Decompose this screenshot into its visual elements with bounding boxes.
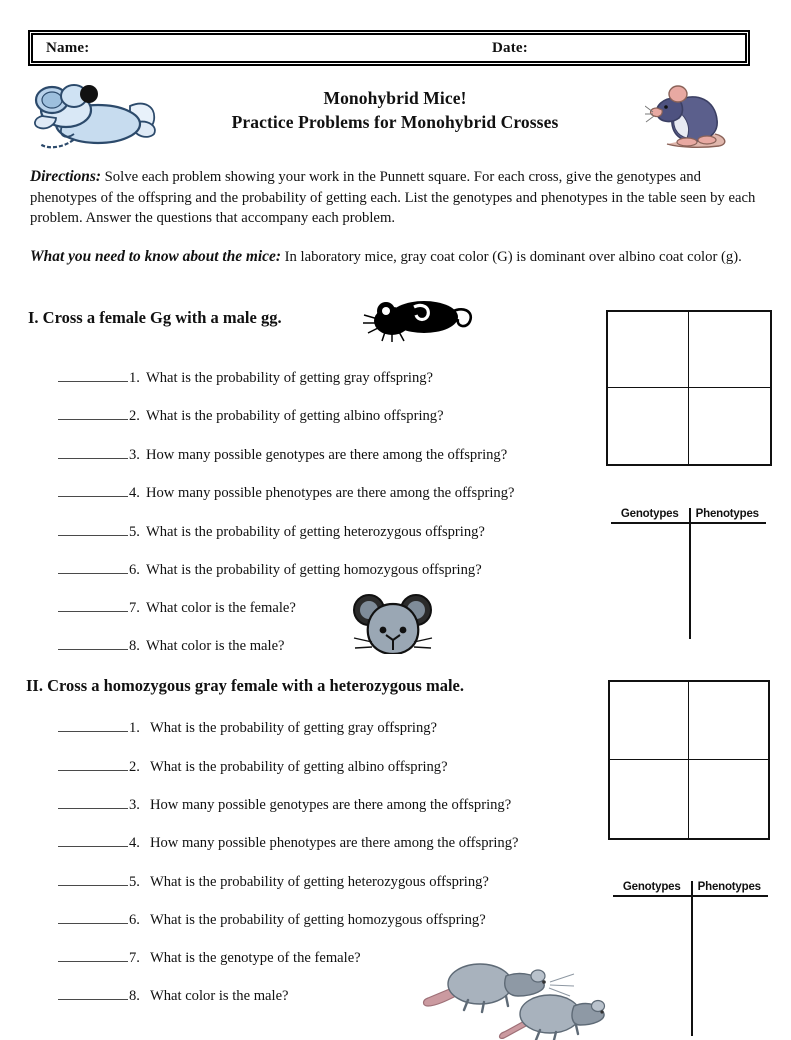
genotype-phenotype-table-1 xyxy=(611,508,766,643)
table-column-divider xyxy=(689,508,691,639)
name-label: Name: xyxy=(46,40,90,56)
punnett-cell[interactable] xyxy=(610,760,689,838)
directions-paragraph xyxy=(30,167,762,229)
punnett-square-2[interactable] xyxy=(608,680,770,840)
question-number: 7. xyxy=(129,600,140,616)
answer-blank[interactable] xyxy=(58,561,128,574)
punnett-cell[interactable] xyxy=(689,388,770,464)
answer-blank[interactable] xyxy=(58,484,128,497)
section-1-heading: I. Cross a female Gg with a male gg. xyxy=(28,308,282,327)
question-row xyxy=(58,637,285,655)
question-number: 1. xyxy=(129,720,140,736)
question-row xyxy=(58,796,511,814)
answer-blank[interactable] xyxy=(58,987,128,1000)
punnett-cell[interactable] xyxy=(689,682,768,760)
mice-info-body: In laboratory mice, gray coat color (G) is dominant over albino coat color (g). xyxy=(284,249,742,265)
answer-blank[interactable] xyxy=(58,834,128,847)
question-number: 7. xyxy=(129,950,140,966)
question-text: What is the probability of getting heterozygous offspring? xyxy=(145,524,485,540)
question-text: What is the probability of getting homozygous offspring? xyxy=(145,562,482,578)
answer-blank[interactable] xyxy=(58,407,128,420)
phenotypes-header: Phenotypes xyxy=(695,508,759,520)
question-text: What is the probability of getting gray offspring? xyxy=(145,370,434,386)
punnett-cell[interactable] xyxy=(608,312,689,388)
question-row xyxy=(58,369,433,387)
punnett-cell[interactable] xyxy=(689,312,770,388)
answer-blank[interactable] xyxy=(58,523,128,536)
question-row xyxy=(58,446,507,464)
question-number: 3. xyxy=(129,797,140,813)
question-number: 1. xyxy=(129,370,140,386)
mice-info-lead: What you need to know about the mice: xyxy=(30,248,281,265)
gray-mouse-face-illustration xyxy=(352,592,434,654)
question-text: How many possible phenotypes are there among the offspring? xyxy=(145,485,515,501)
punnett-square-1[interactable] xyxy=(606,310,772,466)
question-row xyxy=(58,599,296,617)
question-row xyxy=(58,484,515,502)
answer-blank[interactable] xyxy=(58,369,128,382)
answer-blank[interactable] xyxy=(58,911,128,924)
genotypes-header: Genotypes xyxy=(622,881,681,893)
question-number: 2. xyxy=(129,408,140,424)
question-text: How many possible genotypes are there among the offspring? xyxy=(149,797,512,813)
question-number: 2. xyxy=(129,759,140,775)
question-number: 8. xyxy=(129,638,140,654)
question-text: What color is the male? xyxy=(149,988,289,1004)
question-text: What is the probability of getting heterozygous offspring? xyxy=(149,874,489,890)
question-row xyxy=(58,873,489,891)
page-title xyxy=(170,86,620,134)
question-number: 4. xyxy=(129,835,140,851)
question-text: What color is the male? xyxy=(145,638,285,654)
black-mouse-silhouette-illustration xyxy=(362,297,477,343)
answer-blank[interactable] xyxy=(58,758,128,771)
question-row xyxy=(58,407,444,425)
question-row xyxy=(58,719,437,737)
table-column-divider xyxy=(691,881,693,1036)
question-number: 5. xyxy=(129,524,140,540)
directions-body: Solve each problem showing your work in the Punnett square. For each cross, give the genotypes and phenotypes of the offspring and the probability of getting each. List the genotypes and phenotypes in the table seen by each problem. Answer the questions that accompany each problem. xyxy=(30,169,756,226)
answer-blank[interactable] xyxy=(58,637,128,650)
section-2-heading: II. Cross a homozygous gray female with a heterozygous male. xyxy=(26,676,464,695)
question-text: What is the probability of getting albino offspring? xyxy=(149,759,448,775)
punnett-cell[interactable] xyxy=(608,388,689,464)
question-number: 5. xyxy=(129,874,140,890)
name-date-box xyxy=(28,30,750,66)
answer-blank[interactable] xyxy=(58,719,128,732)
answer-blank[interactable] xyxy=(58,446,128,459)
question-text: What is the probability of getting homozygous offspring? xyxy=(149,912,486,928)
question-row xyxy=(58,949,361,967)
punnett-cell[interactable] xyxy=(610,682,689,760)
question-text: What is the genotype of the female? xyxy=(149,950,361,966)
question-number: 6. xyxy=(129,912,140,928)
answer-blank[interactable] xyxy=(58,873,128,886)
question-number: 3. xyxy=(129,447,140,463)
reclining-blue-mouse-illustration xyxy=(26,76,166,156)
question-row xyxy=(58,987,289,1005)
answer-blank[interactable] xyxy=(58,949,128,962)
title-line-1: Monohybrid Mice! xyxy=(323,88,467,108)
question-row xyxy=(58,758,448,776)
directions-lead: Directions: xyxy=(30,168,101,185)
answer-blank[interactable] xyxy=(58,599,128,612)
two-gray-mice-illustration xyxy=(422,952,607,1040)
genotypes-header: Genotypes xyxy=(620,508,679,520)
question-text: What color is the female? xyxy=(145,600,296,616)
question-text: How many possible phenotypes are there among the offspring? xyxy=(149,835,519,851)
answer-blank[interactable] xyxy=(58,796,128,809)
question-text: What is the probability of getting albino offspring? xyxy=(145,408,444,424)
question-number: 8. xyxy=(129,988,140,1004)
question-number: 6. xyxy=(129,562,140,578)
question-row xyxy=(58,523,485,541)
date-label: Date: xyxy=(492,40,528,56)
punnett-cell[interactable] xyxy=(689,760,768,838)
question-text: How many possible genotypes are there among the offspring? xyxy=(145,447,508,463)
question-text: What is the probability of getting gray offspring? xyxy=(149,720,438,736)
sitting-rat-illustration xyxy=(645,78,735,154)
question-row xyxy=(58,911,486,929)
title-line-2: Practice Problems for Monohybrid Crosses xyxy=(231,112,559,132)
phenotypes-header: Phenotypes xyxy=(697,881,761,893)
genotype-phenotype-table-2 xyxy=(613,881,768,1040)
question-row xyxy=(58,561,482,579)
question-number: 4. xyxy=(129,485,140,501)
question-row xyxy=(58,834,519,852)
mice-info-paragraph xyxy=(30,247,750,268)
